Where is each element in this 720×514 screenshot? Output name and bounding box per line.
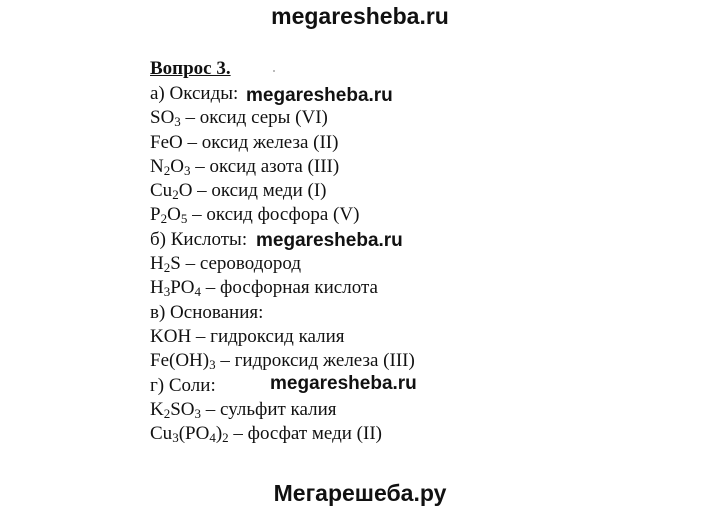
section-heading: а) Оксиды: (150, 83, 239, 104)
formula-part: Fe(OH) (150, 350, 210, 372)
formula-line (150, 325, 415, 349)
formula-line (150, 155, 415, 179)
compound-name: – сероводород (180, 253, 301, 275)
site-footer: Мегарешеба.ру (273, 480, 447, 506)
formula-part: Cu (150, 180, 173, 202)
formula-line (150, 131, 415, 155)
compound-name: – фосфат меди (II) (228, 423, 382, 445)
formula-subscript: 5 (180, 211, 188, 227)
formula-part: SO (150, 107, 175, 129)
compound-name: – оксид железа (II) (182, 131, 339, 153)
formula-line (150, 203, 415, 227)
formula-line (150, 422, 415, 446)
formula-part: O (167, 204, 181, 226)
formula-part: K (150, 398, 164, 420)
formula-part: PO (170, 277, 195, 299)
section-heading: б) Кислоты: (150, 228, 248, 250)
compound-name: – оксид меди (I) (192, 180, 327, 202)
formula-subscript: 3 (163, 284, 171, 300)
formula-part: H (150, 277, 164, 299)
formula-part: FeO (150, 131, 183, 153)
formula-part: P (150, 204, 161, 226)
formula-subscript: 4 (194, 284, 202, 300)
question-title: Вопрос 3. (150, 58, 231, 79)
formula-line (150, 398, 415, 422)
watermark: megaresheba.ru (270, 373, 417, 394)
compound-name: – сульфит калия (201, 398, 337, 420)
formula-part: Cu (150, 423, 173, 445)
formula-subscript: 2 (172, 187, 179, 203)
formula-subscript: 2 (222, 430, 229, 446)
formula-line (150, 179, 415, 203)
scan-speck (273, 70, 275, 72)
watermark: megaresheba.ru (256, 230, 403, 251)
formula-part: N (150, 155, 164, 177)
formula-subscript: 2 (163, 405, 171, 421)
formula-part: (PO (178, 423, 210, 445)
formula-subscript: 2 (160, 211, 168, 227)
formula-subscript: 3 (209, 357, 216, 373)
formula-line (150, 106, 415, 130)
section-heading: г) Соли: (150, 374, 216, 396)
formula-subscript: 2 (163, 260, 171, 276)
formula-part: H (150, 253, 164, 275)
compound-name: – оксид азота (III) (190, 155, 340, 177)
formula-part: O (170, 155, 184, 177)
formula-line (150, 276, 415, 300)
site-header: megaresheba.ru (271, 3, 449, 29)
formula-subscript: 3 (194, 405, 202, 421)
compound-name: – оксид фосфора (V) (187, 204, 360, 226)
formula-part: KOH (150, 325, 192, 347)
compound-name: – фосфорная кислота (201, 277, 378, 299)
formula-subscript: 2 (163, 162, 171, 178)
formula-part: O (178, 180, 193, 202)
section-heading: в) Основания: (150, 301, 264, 323)
formula-line (150, 349, 415, 373)
formula-subscript: 3 (172, 430, 179, 446)
formula-part: SO (170, 398, 195, 420)
compound-name: – гидроксид железа (III) (215, 350, 415, 372)
formula-subscript: 3 (174, 114, 181, 130)
formula-subscript: 3 (183, 162, 191, 178)
formula-part: ) (215, 423, 223, 445)
compound-name: – гидроксид калия (191, 325, 345, 347)
formula-subscript: 4 (209, 430, 216, 446)
formula-line (150, 252, 415, 276)
watermark: megaresheba.ru (246, 85, 393, 106)
formula-part: S (170, 253, 181, 275)
compound-name: – оксид серы (VI) (180, 107, 328, 129)
